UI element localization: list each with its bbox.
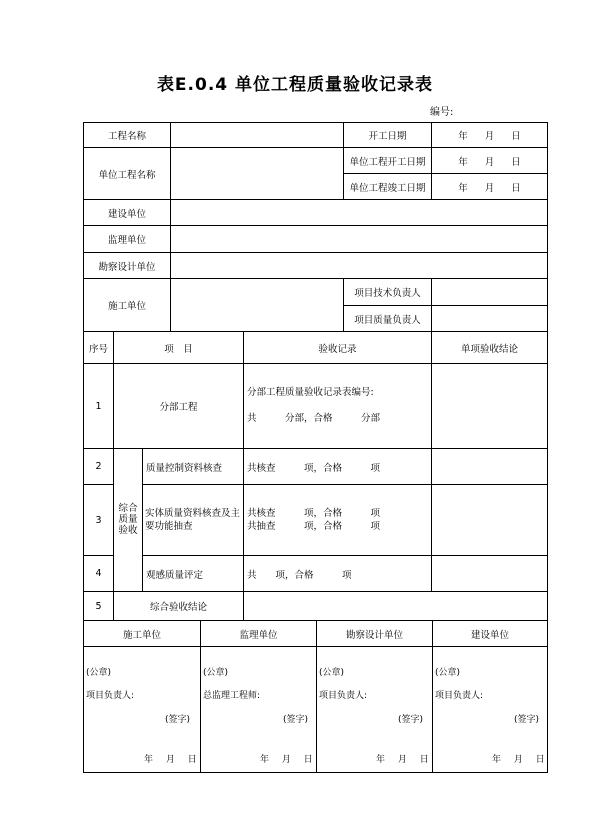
unit-start-date-label: 单位工程开工日期 (343, 147, 432, 174)
seal-label: (公章) (435, 668, 461, 678)
sign-header-builder: 建设单位 (432, 620, 548, 647)
row1-record-line2: 共 分部，合格 分部 (247, 413, 381, 424)
header-item: 项 目 (113, 331, 244, 364)
start-date-field[interactable]: 年 月 日 (431, 122, 548, 148)
project-name-label: 工程名称 (83, 122, 171, 148)
tech-lead-label: 项目技术负责人 (343, 278, 432, 306)
signature-label: (签字) (165, 715, 191, 725)
row3-no: 3 (83, 484, 114, 556)
unit-start-date-field[interactable]: 年 月 日 (431, 147, 548, 174)
signature-label: (签字) (514, 715, 540, 725)
role-label: 项目负责人: (86, 691, 135, 701)
row3-item-line2: 要功能抽查 (145, 521, 193, 532)
row3-item (142, 484, 244, 556)
project-name-field[interactable] (170, 122, 344, 148)
signature-label: (签字) (283, 715, 309, 725)
row2-no: 2 (83, 448, 114, 485)
header-record: 验收记录 (243, 331, 432, 364)
row1-record[interactable] (243, 363, 432, 449)
date-label: 年 月 日 (376, 755, 429, 765)
row4-record[interactable]: 共 项，合格 项 (243, 555, 432, 592)
row3-record[interactable] (243, 484, 432, 556)
role-label: 项目负责人: (319, 691, 368, 701)
tech-lead-field[interactable] (431, 278, 548, 306)
row2-item: 质量控制资料核查 (142, 448, 244, 485)
supervisor-field[interactable] (170, 225, 548, 253)
row3-record-line1: 共核查 项，合格 项 (247, 508, 381, 519)
group-label: 综合 质量 验收 (118, 503, 138, 536)
unit-end-date-label: 单位工程竣工日期 (343, 173, 432, 200)
row2-record[interactable]: 共核查 项，合格 项 (243, 448, 432, 485)
role-label: 总监理工程师: (203, 691, 261, 701)
row1-item: 分部工程 (113, 363, 244, 449)
row1-record-line1: 分部工程质量验收记录表编号: (247, 387, 374, 398)
role-label: 项目负责人: (435, 691, 484, 701)
constructor-label: 施工单位 (83, 278, 171, 332)
date-label: 年 月 日 (144, 755, 197, 765)
seal-label: (公章) (203, 668, 229, 678)
row5-conclusion-field[interactable] (243, 591, 548, 621)
row5-no: 5 (83, 591, 114, 621)
row1-no: 1 (83, 363, 114, 449)
row3-item-line1: 实体质量资料核查及主 (145, 508, 241, 519)
builder-label: 建设单位 (83, 199, 171, 226)
row1-conclusion[interactable] (431, 363, 548, 449)
row2-conclusion[interactable] (431, 448, 548, 485)
signature-label: (签字) (398, 715, 424, 725)
row4-conclusion[interactable] (431, 555, 548, 592)
survey-design-field[interactable] (170, 252, 548, 279)
survey-design-label: 勘察设计单位 (83, 252, 171, 279)
row4-item: 观感质量评定 (142, 555, 244, 592)
seal-label: (公章) (319, 668, 345, 678)
date-label: 年 月 日 (492, 755, 545, 765)
quality-lead-label: 项目质量负责人 (343, 305, 432, 332)
constructor-field[interactable] (170, 278, 344, 332)
row3-conclusion[interactable] (431, 484, 548, 556)
sign-header-survey-design: 勘察设计单位 (316, 620, 433, 647)
header-conclusion: 单项验收结论 (431, 331, 548, 364)
document-number-label: 编号: (430, 107, 454, 118)
start-date-label: 开工日期 (343, 122, 432, 148)
date-label: 年 月 日 (260, 755, 313, 765)
unit-project-name-field[interactable] (170, 147, 344, 200)
sign-header-supervisor: 监理单位 (200, 620, 317, 647)
document-title: 表E.0.4 单位工程质量验收记录表 (156, 75, 434, 95)
header-no: 序号 (83, 331, 114, 364)
row4-no: 4 (83, 555, 114, 592)
unit-project-name-label: 单位工程名称 (83, 147, 171, 200)
seal-label: (公章) (86, 668, 112, 678)
row5-item: 综合验收结论 (113, 591, 244, 621)
quality-lead-field[interactable] (431, 305, 548, 332)
supervisor-label: 监理单位 (83, 225, 171, 253)
unit-end-date-field[interactable]: 年 月 日 (431, 173, 548, 200)
row3-record-line2: 共抽查 项，合格 项 (247, 521, 381, 532)
sign-header-constructor: 施工单位 (83, 620, 201, 647)
builder-field[interactable] (170, 199, 548, 226)
